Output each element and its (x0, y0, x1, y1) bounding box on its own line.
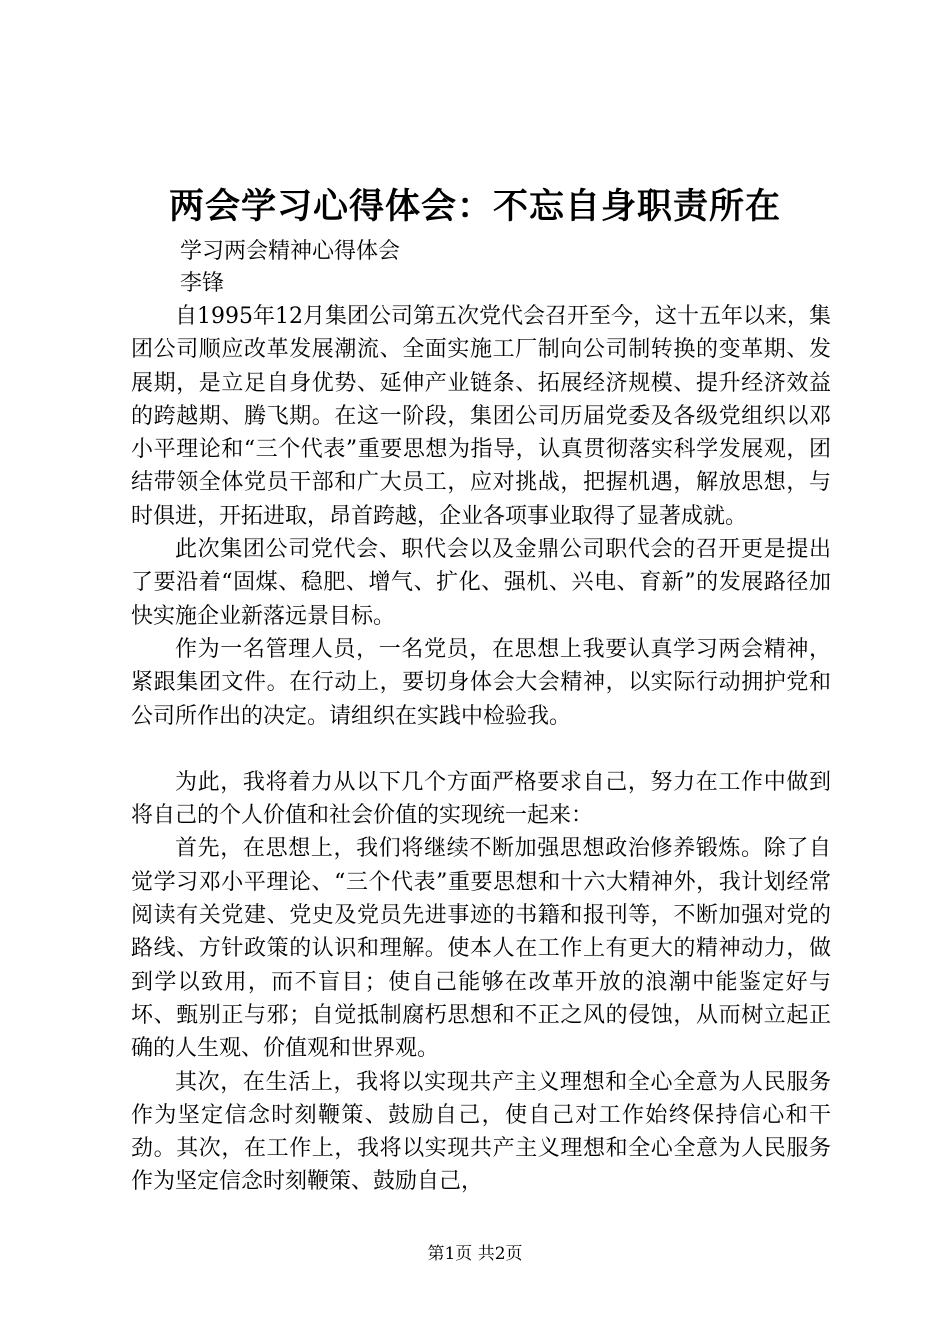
document-subtitle: 学习两会精神心得体会 (180, 239, 401, 264)
paragraph-6: 其次，在生活上，我将以实现共产主义理想和全心全意为人民服务作为坚定信念时刻鞭策、鼓励自己，使自己对工作始终保持信心和干劲。其次，在工作上，我将以实现共产主义理想和全心全意为人民服务作为坚定信念时刻鞭策、鼓励自己， (131, 1069, 831, 1195)
document-title: 两会学习心得体会：不忘自身职责所在 (168, 186, 781, 227)
document-author: 李锋 (180, 271, 225, 296)
paragraph-1: 自1995年12月集团公司第五次党代会召开至今，这十五年以来，集团公司顺应改革发展潮流、全面实施工厂制向公司制转换的变革期、发展期，是立足自身优势、延伸产业链条、拓展经济规模、提升经济效益的跨越期、腾飞期。在这一阶段，集团公司历届党委及各级党组织以邓小平理论和“三个代表”重要思想为指导，认真贯彻落实科学发展观，团结带领全体党员干部和广大员工，应对挑战，把握机遇，解放思想，与时俱进，开拓进取，昂首跨越，企业各项事业取得了显著成就。 (131, 304, 831, 529)
paragraph-5: 首先，在思想上，我们将继续不断加强思想政治修养锻炼。除了自觉学习邓小平理论、“三个代表”重要思想和十六大精神外，我计划经常阅读有关党建、党史及党员先进事迹的书籍和报刊等，不断加强对党的路线、方针政策的认识和理解。使本人在工作上有更大的精神动力，做到学以致用，而不盲目；使自己能够在改革开放的浪潮中能鉴定好与坏、甄别正与邪；自觉抵制腐朽思想和不正之风的侵蚀，从而树立起正确的人生观、价值观和世界观。 (131, 836, 831, 1062)
document-body (131, 300, 831, 1199)
paragraph-4: 为此，我将着力从以下几个方面严格要求自己，努力在工作中做到将自己的个人价值和社会价值的实现统一起来： (131, 769, 831, 829)
paragraph-3: 作为一名管理人员，一名党员，在思想上我要认真学习两会精神，紧跟集团文件。在行动上，要切身体会大会精神，以实际行动拥护党和公司所作出的决定。请组织在实践中检验我。 (131, 636, 831, 729)
paragraph-2: 此次集团公司党代会、职代会以及金鼎公司职代会的召开更是提出了要沿着“固煤、稳肥、增气、扩化、强机、兴电、育新”的发展路径加快实施企业新落远景目标。 (131, 537, 831, 629)
page-number-footer: 第1页 共2页 (427, 1244, 523, 1264)
